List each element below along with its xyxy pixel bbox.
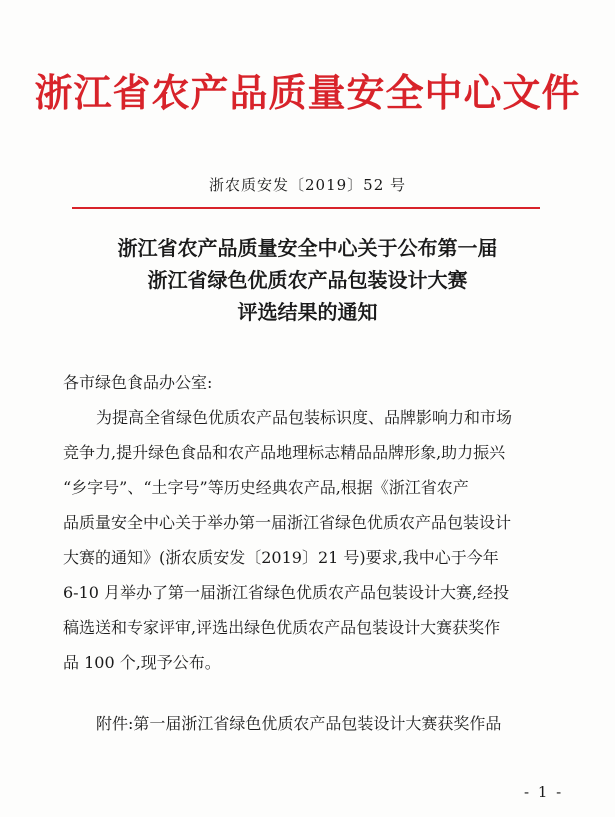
body-line-8: 品 100 个,现予公布。 [63,653,221,672]
body-line-5: 大赛的通知》(浙农质安发〔2019〕21 号)要求,我中心于今年 [63,548,499,567]
body-line-3: “乡字号”、“土字号”等历史经典农产品,根据《浙江省农产 [63,478,469,497]
notice-title-line-1: 浙江省农产品质量安全中心关于公布第一届 [117,236,498,260]
document-number: 浙农质安发〔2019〕52 号 [208,176,407,194]
red-divider-line [72,207,540,209]
body-line-6: 6-10 月举办了第一届浙江省绿色优质农产品包装设计大赛,经投 [63,583,510,602]
notice-title-line-2: 浙江省绿色优质农产品包装设计大赛 [147,268,468,292]
body-line-1: 为提高全省绿色优质农产品包装标识度、品牌影响力和市场 [96,408,513,427]
document-header-title: 浙江省农产品质量安全中心文件 [34,71,581,115]
notice-title [0,232,615,328]
salutation: 各市绿色食品办公室: [63,373,213,392]
attachment-note: 附件:第一届浙江省绿色优质农产品包装设计大赛获奖作品 [96,714,502,733]
body-line-7: 稿选送和专家评审,评选出绿色优质农产品包装设计大赛获奖作 [63,618,501,637]
notice-title-line-3: 评选结果的通知 [237,300,378,324]
page-number: - 1 - [524,783,564,801]
body-line-4: 品质量安全中心关于举办第一届浙江省绿色优质农产品包装设计 [63,513,512,532]
body-line-2: 竞争力,提升绿色食品和农产品地理标志精品品牌形象,助力振兴 [63,443,506,462]
